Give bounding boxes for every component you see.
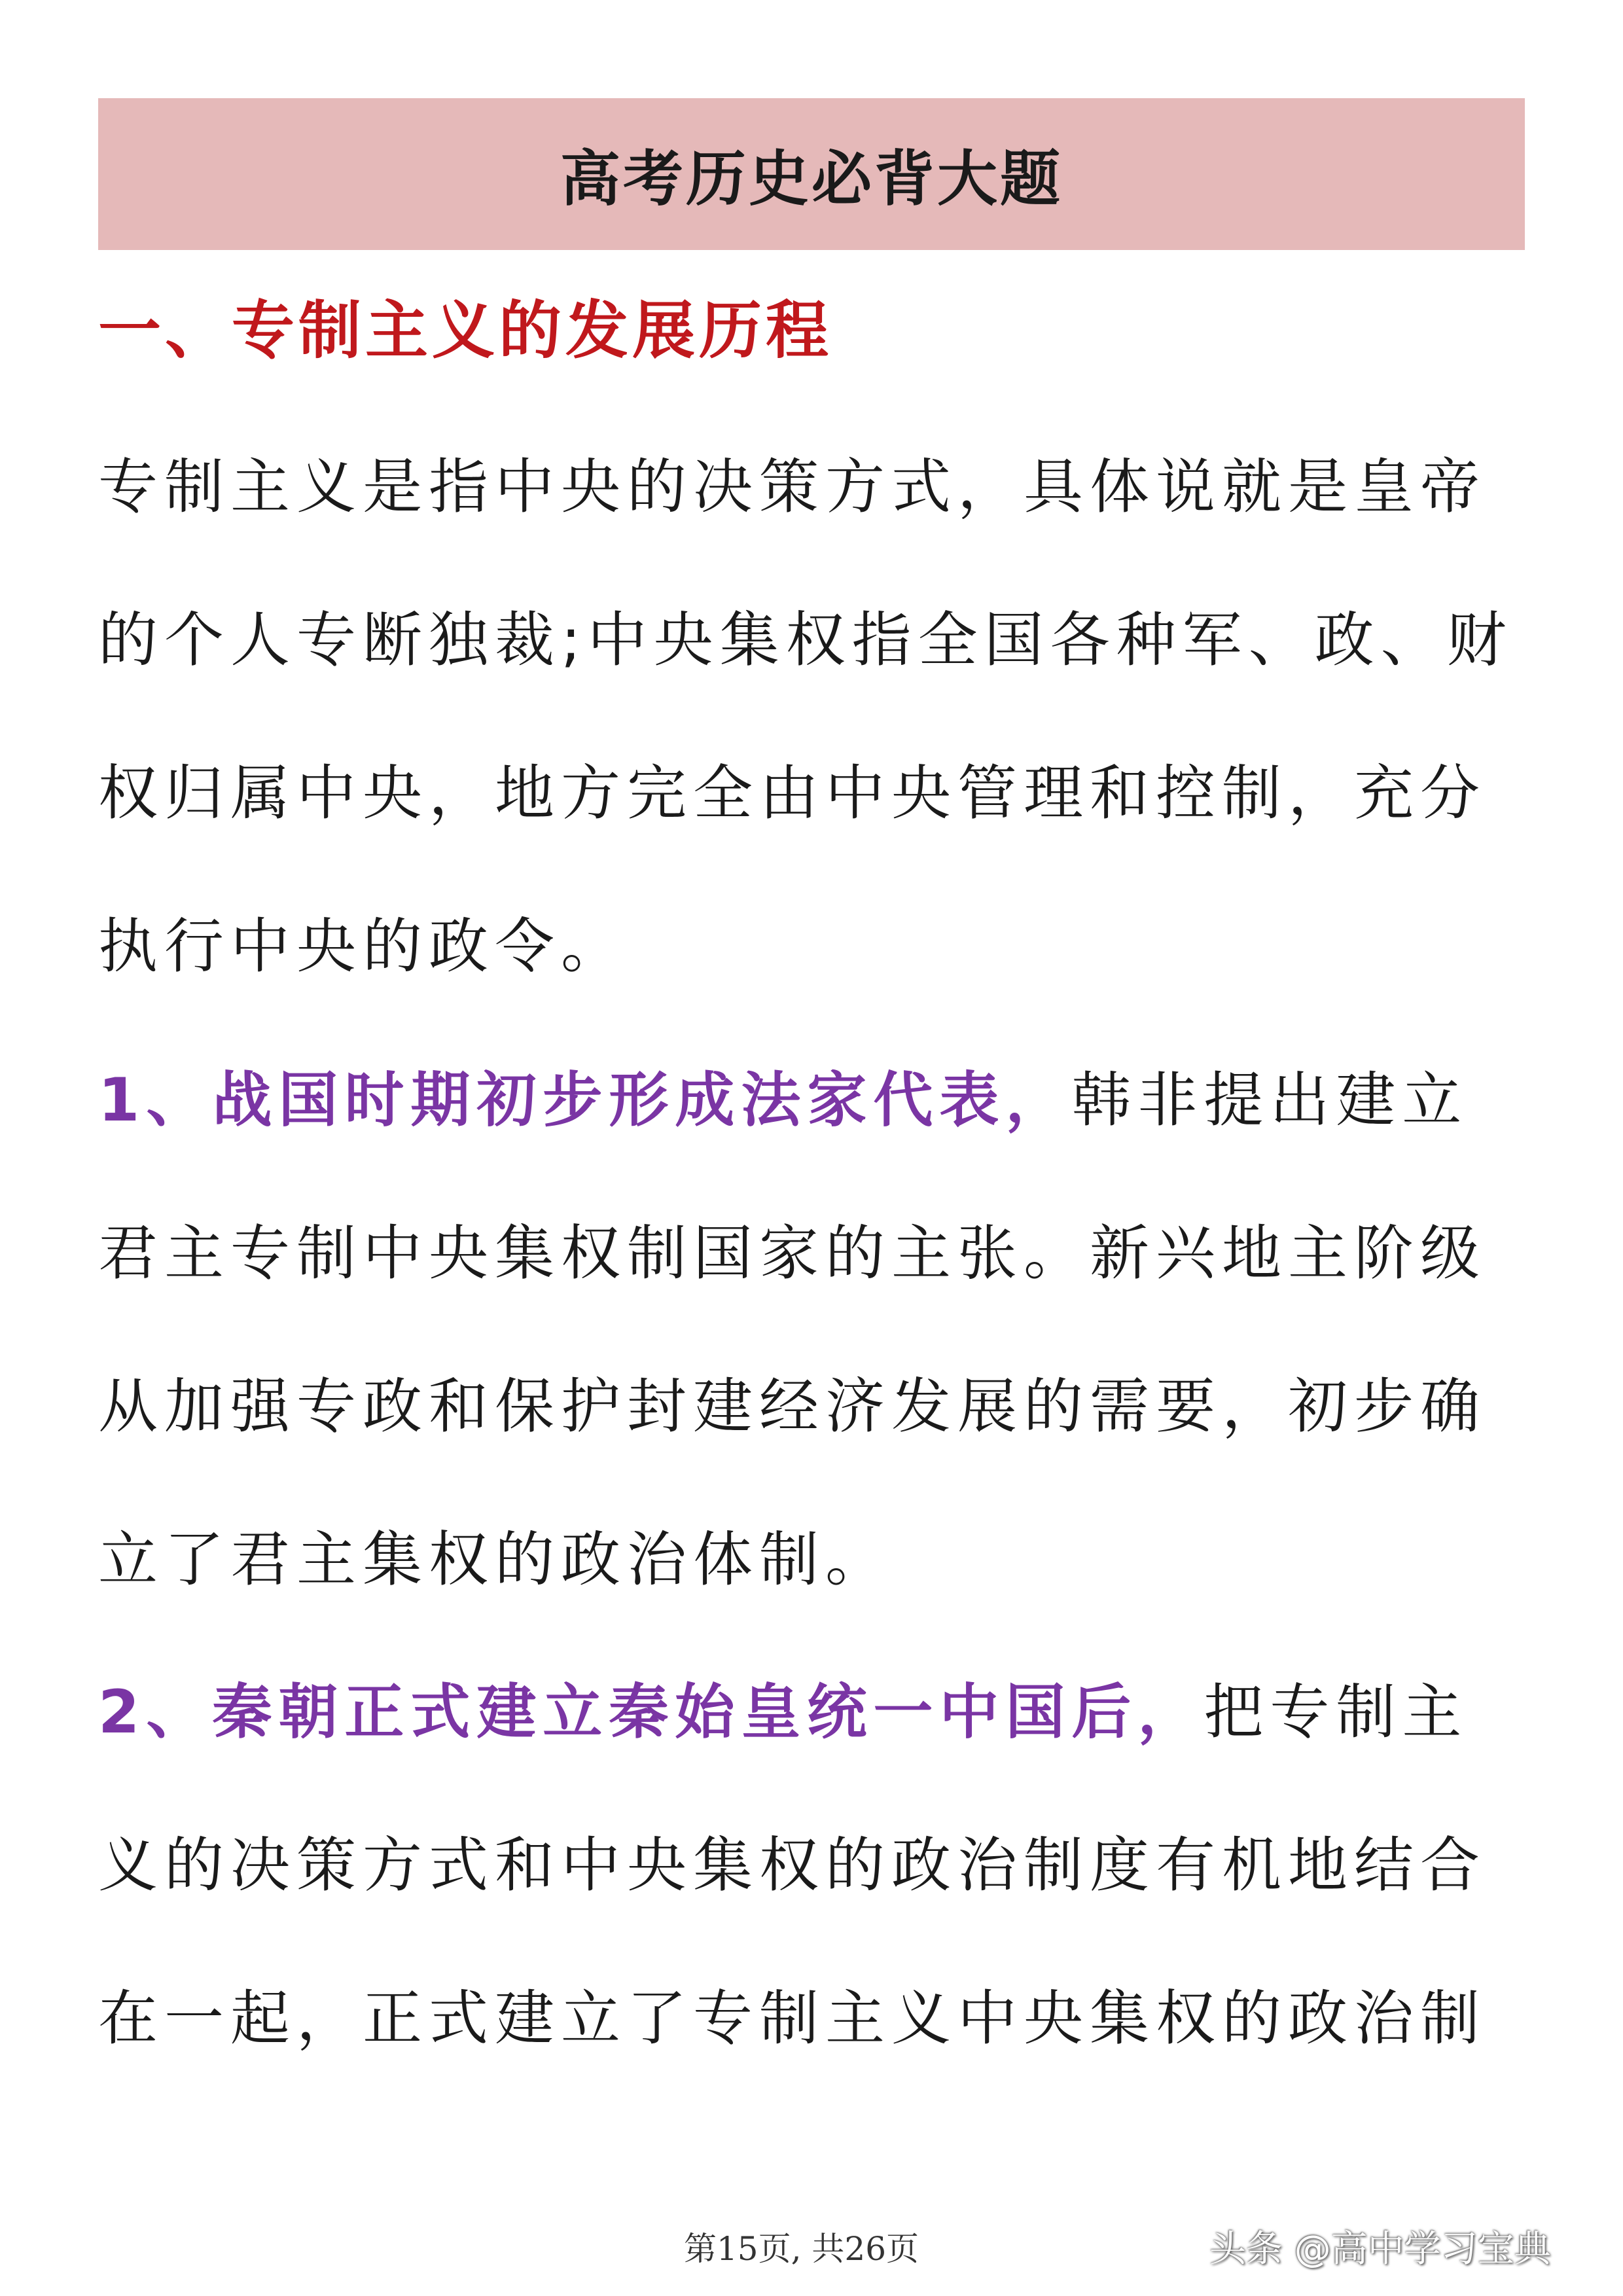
paragraph-3 — [98, 1636, 1525, 2096]
paragraph-line: 权归属中央，地方完全由中央管理和控制，充分 — [98, 759, 1487, 828]
paragraph-2 — [98, 1024, 1525, 1637]
page-number: 第15页, 共26页 — [684, 2230, 919, 2268]
paragraph-line: 的个人专断独裁;中央集权指全国各种军、政、财 — [98, 606, 1513, 675]
paragraph-line: 在一起，正式建立了专制主义中央集权的政治制 — [98, 1984, 1487, 2053]
title-banner — [98, 98, 1525, 250]
paragraph-text: 把专制主 — [1204, 1678, 1469, 1747]
paragraph-1 — [98, 411, 1525, 1024]
page-title: 高考历史必背大题 — [560, 144, 1063, 214]
paragraph-line: 从加强专政和保护封建经济发展的需要，初步确 — [98, 1372, 1487, 1441]
point-1-highlight: 1、战国时期初步形成法家代表， — [98, 1066, 1072, 1135]
paragraph-line — [98, 1636, 1525, 1789]
paragraph-line: 义的决策方式和中央集权的政治制度有机地结合 — [98, 1831, 1487, 1900]
watermark: 头条 @高中学习宝典 — [1209, 2228, 1551, 2270]
point-2-highlight: 2、秦朝正式建立秦始皇统一中国后， — [98, 1678, 1204, 1747]
paragraph-line: 专制主义是指中央的决策方式，具体说就是皇帝 — [98, 453, 1487, 522]
paragraph-line — [98, 1024, 1525, 1177]
paragraph-line: 执行中央的政令。 — [98, 912, 628, 981]
paragraph-line: 立了君主集权的政治体制。 — [98, 1526, 892, 1594]
section-heading: 一、专制主义的发展历程 — [98, 294, 832, 367]
paragraph-text: 韩非提出建立 — [1071, 1066, 1469, 1135]
paragraph-line: 君主专制中央集权制国家的主张。新兴地主阶级 — [98, 1219, 1487, 1288]
